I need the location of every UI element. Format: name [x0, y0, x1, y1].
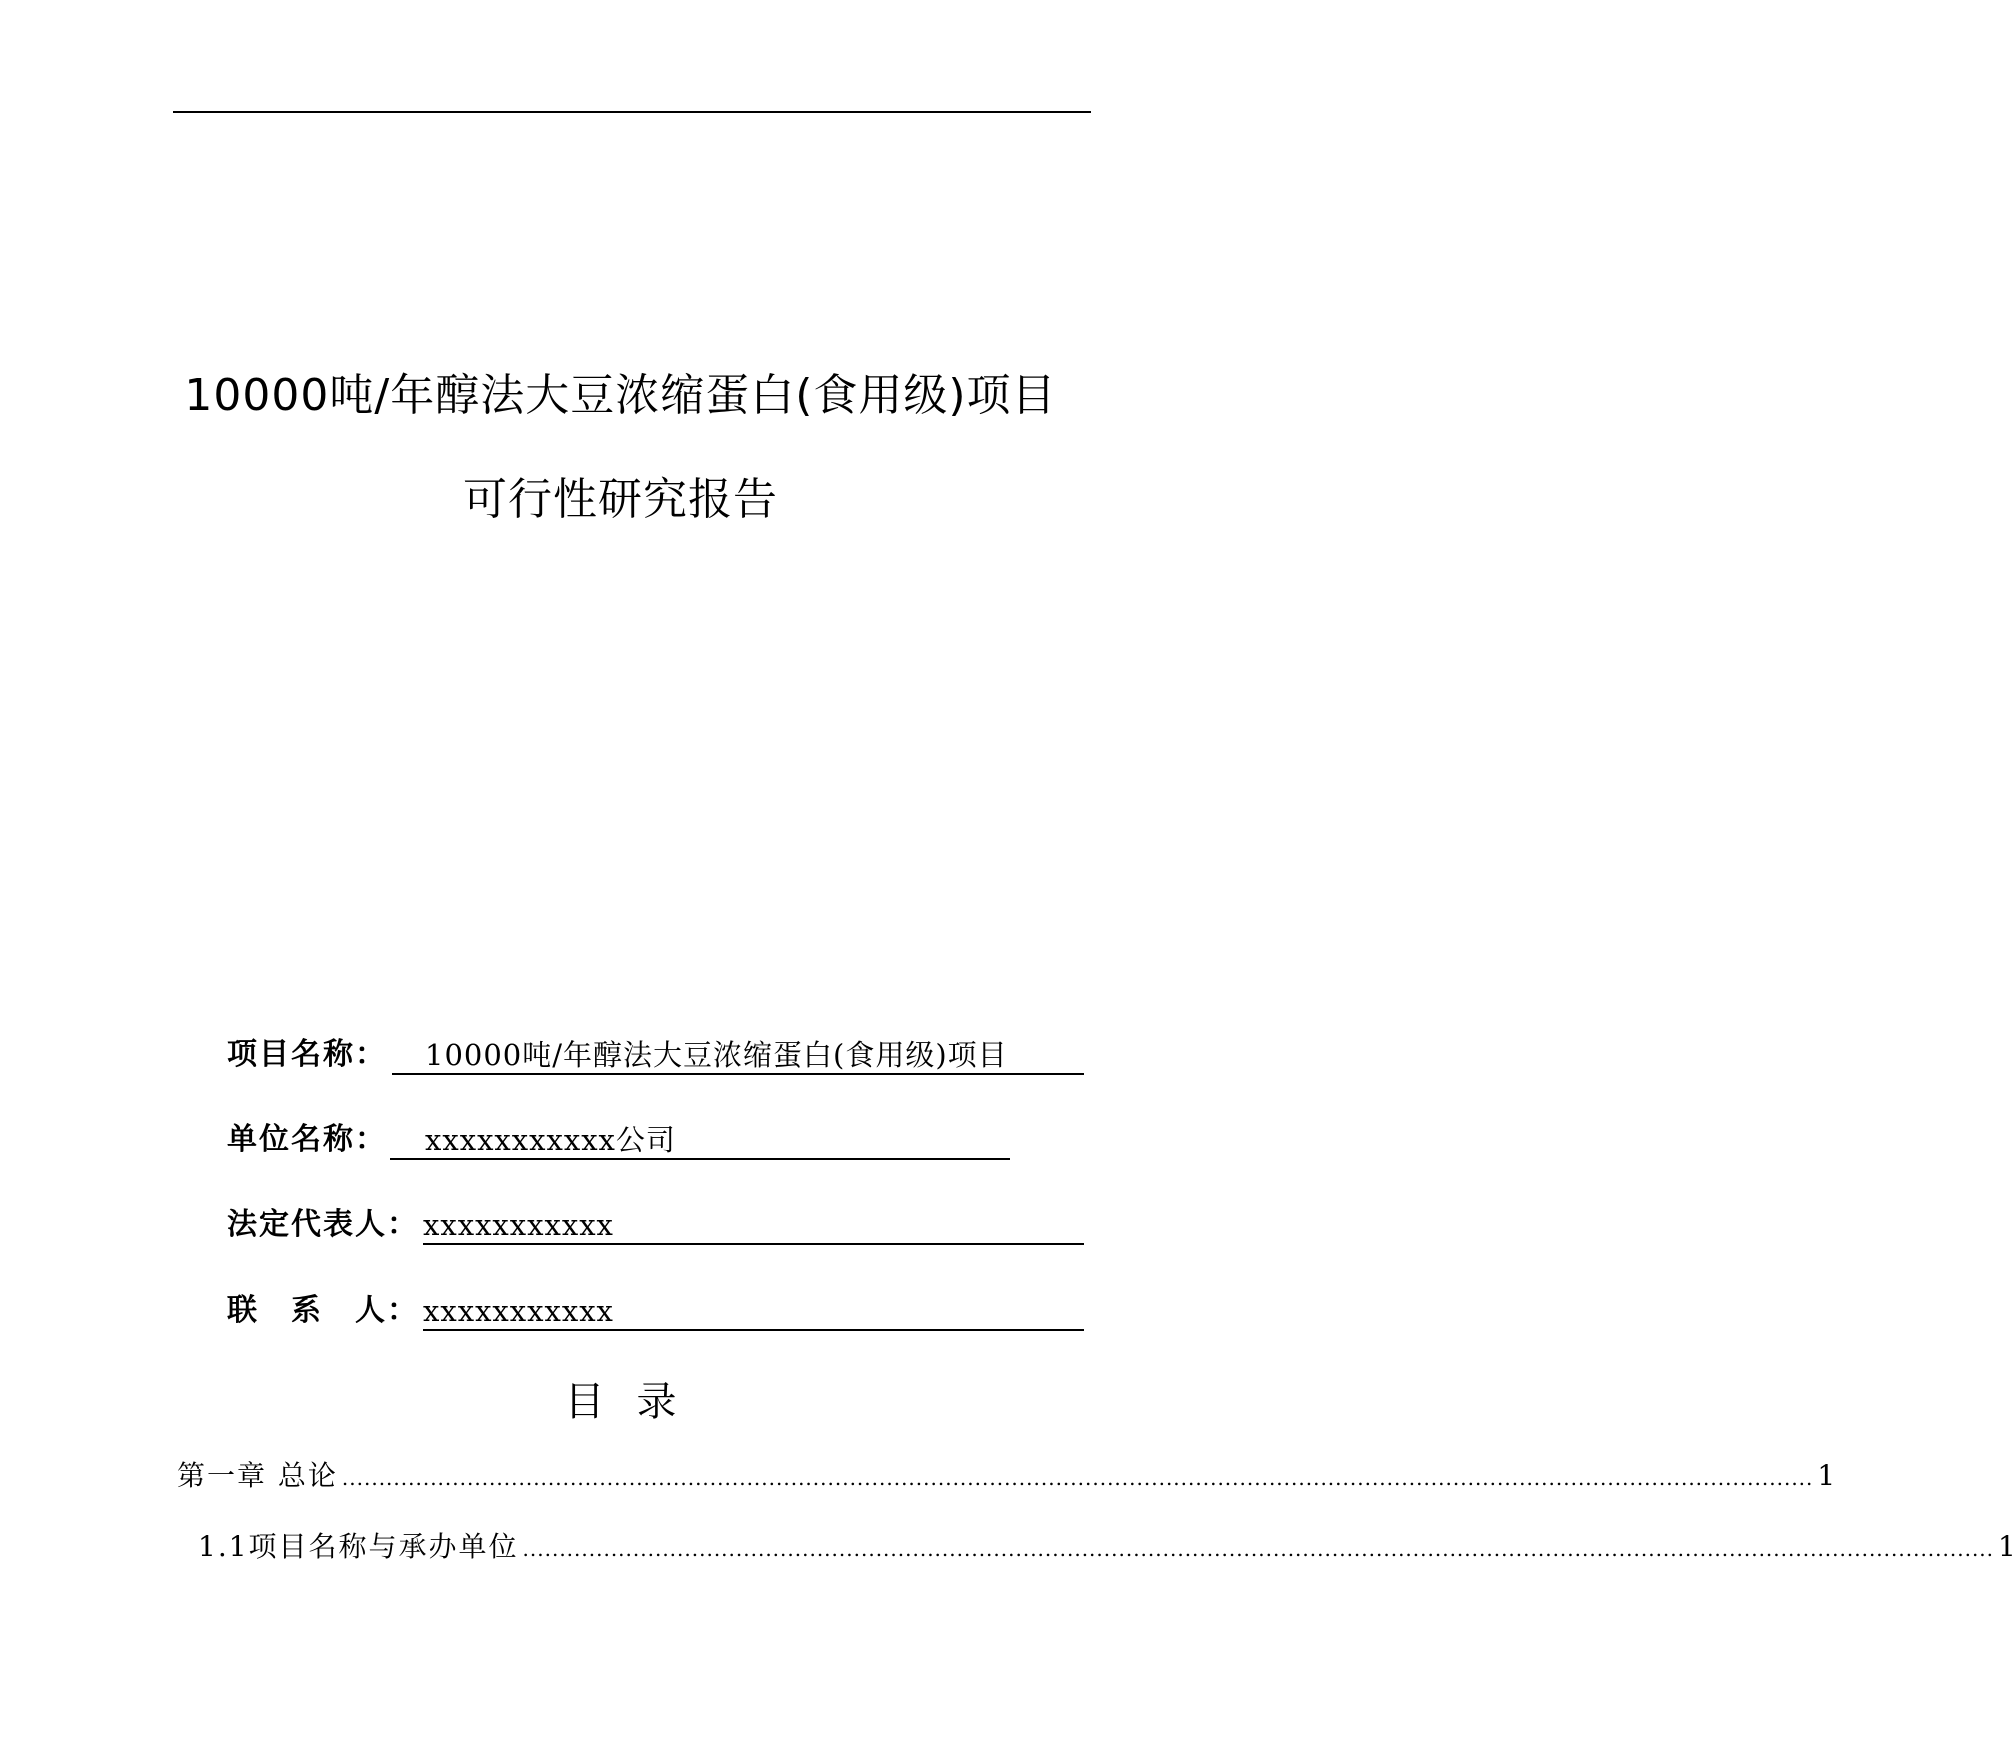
header-rule — [173, 111, 1091, 113]
toc-entry-page: 1 — [1817, 1459, 1836, 1492]
unit-name-label: 单位名称： — [227, 1122, 387, 1157]
report-title-line-2: 可行性研究报告 — [463, 474, 778, 525]
toc-leader-dots: ........................................................................................................................................................................................................ — [522, 1537, 1995, 1561]
toc-entry-text: 1.1项目名称与承办单位 — [198, 1530, 519, 1563]
toc-entry[interactable] — [198, 1527, 2016, 1567]
contact-person-value: xxxxxxxxxxx — [423, 1289, 1084, 1331]
report-title-line-1: 10000吨/年醇法大豆浓缩蛋白(食用级)项目 — [184, 370, 1057, 421]
legal-representative-value: xxxxxxxxxxx — [423, 1203, 1084, 1245]
project-name-value: 10000吨/年醇法大豆浓缩蛋白(食用级)项目 — [392, 1033, 1084, 1075]
unit-name-value: xxxxxxxxxxx公司 — [390, 1118, 1010, 1160]
toc-heading: 目录 — [564, 1379, 709, 1425]
contact-person-label: 联 系 人： — [227, 1293, 419, 1328]
toc-entry[interactable] — [177, 1456, 1836, 1496]
project-name-label: 项目名称： — [227, 1037, 387, 1072]
toc-entry-page: 1 — [1998, 1530, 2016, 1563]
toc-entry-text: 第一章 总论 — [177, 1459, 338, 1492]
legal-representative-label: 法定代表人： — [227, 1207, 419, 1242]
toc-leader-dots: ........................................................................................................................................................................................................ — [341, 1466, 1814, 1490]
